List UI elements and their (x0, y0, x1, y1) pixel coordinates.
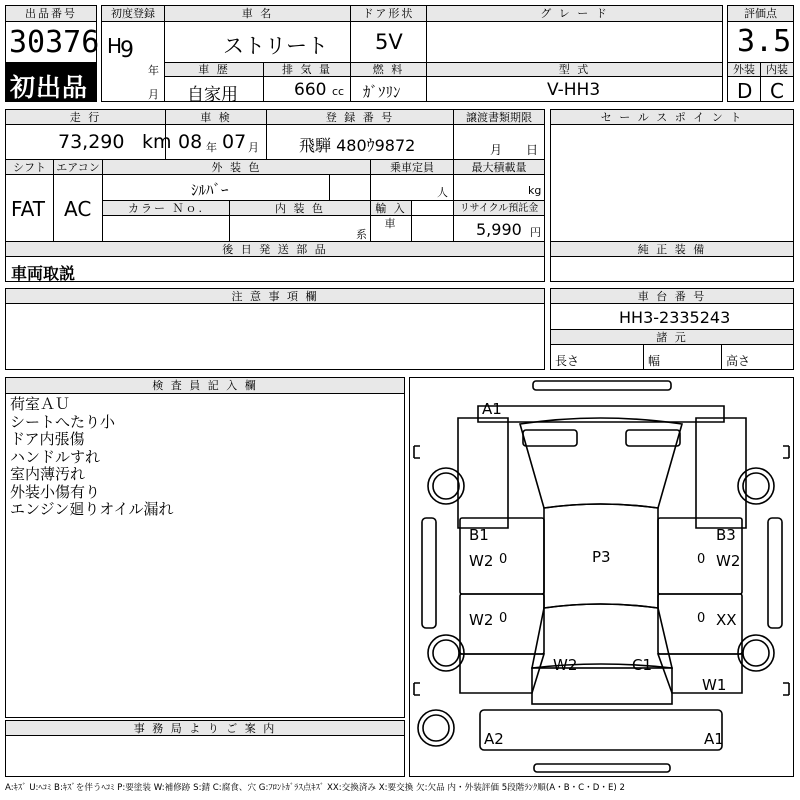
plate-label: 登 録 番 号 (266, 109, 454, 125)
mark-xx: XX (716, 611, 737, 629)
score: 3.5 (737, 24, 792, 59)
interior-grade-label: 内装 (760, 62, 794, 77)
office-label: 事 務 局 よ り ご 案 内 (5, 720, 405, 736)
ext-color-cell (102, 174, 330, 201)
era: H (107, 34, 123, 58)
mark-b1: B1 (469, 526, 489, 544)
mark-b3: B3 (716, 526, 736, 544)
sales-point-cell (550, 124, 794, 242)
genuine-equipment-label: 純 正 装 備 (550, 241, 794, 257)
history-cell (164, 76, 264, 105)
inspector-note: ドア内張傷 (10, 430, 85, 448)
exterior-grade: D (737, 79, 753, 103)
mark-w2-right: W2 (716, 552, 741, 570)
history: 自家用 (187, 85, 238, 105)
damage-diagram (409, 377, 794, 777)
first-listing-badge: 初出品 (5, 62, 97, 102)
damage-marks: A1 B1 W2 0 W2 0 P3 B3 0 W2 0 XX W2 C1 W1 A2 A1 (469, 400, 741, 748)
inspector-notes (5, 393, 405, 718)
chassis-number: HH3-2335243 (619, 308, 731, 327)
ext-color-label: 外 装 色 (102, 159, 371, 175)
exterior-color: ｼﾙﾊﾞｰ (191, 181, 229, 199)
notes-label: 注 意 事 項 欄 (5, 288, 545, 304)
mileage-cell: 73,290 km (5, 124, 166, 160)
inspector-note: 室内薄汚れ (10, 465, 86, 483)
ac-label: エアコン (53, 159, 103, 175)
load-cell: kg (453, 174, 545, 201)
inspection-cell: 08 年 07 月 (165, 124, 267, 160)
mark-w1: W1 (702, 676, 727, 694)
shift-label: シフト (5, 159, 54, 175)
inspector-label: 検 査 員 記 入 欄 (5, 377, 405, 394)
mark-a1-rear: A1 (704, 730, 724, 748)
dims-label: 諸 元 (550, 329, 794, 345)
inspection-label: 車 検 (165, 109, 267, 125)
displacement-label: 排 気 量 (263, 62, 351, 77)
inspector-note: エンジン廻りオイル漏れ (10, 500, 174, 518)
mark-p3: P3 (592, 548, 611, 566)
history-label: 車 歴 (164, 62, 264, 77)
fuel-label: 燃 料 (350, 62, 427, 77)
legend: A:ｷｽﾞ U:ﾍｺﾐ B:ｷｽﾞを伴うﾍｺﾐ P:要塗装 W:補修跡 S:錆 C:腐食、穴 G:ﾌﾛﾝﾄｶﾞﾗｽ点ｷｽﾞ XX:交換済み X:要交換 欠:欠品 内・外装評価 5段階ﾗﾝｸ順(A・B・C・D・E) 2 (5, 783, 625, 793)
model-name-label: 車 名 (164, 5, 351, 22)
mark-c1: C1 (632, 656, 653, 674)
length-cell: 長さ (550, 344, 644, 370)
air-conditioning: AC (64, 197, 92, 221)
plate-number: 飛騨 480ｳ9872 (299, 136, 416, 155)
notes-cell (5, 303, 545, 370)
exterior-grade-label: 外装 (727, 62, 761, 77)
interior-grade: C (770, 79, 784, 103)
lot-number-cell (5, 21, 100, 63)
inspector-note: 外装小傷有り (10, 482, 101, 501)
first-reg-cell: H 9 年 月 (101, 21, 165, 102)
displacement-cell: 660 cc (263, 76, 351, 102)
score-label: 評価点 (727, 5, 794, 22)
model-name-cell (164, 21, 351, 63)
grade-cell (426, 21, 723, 63)
mark-w2-left-rear: W2 (469, 611, 494, 629)
later-parts-label: 後 日 発 送 部 品 (5, 241, 545, 257)
fuel: ｶﾞｿﾘﾝ (363, 83, 401, 101)
inspector-note: ハンドルすれ (10, 447, 101, 466)
later-parts-cell (5, 256, 545, 282)
mark-a1-front: A1 (482, 400, 502, 418)
first-reg-label: 初度登録 (101, 5, 165, 22)
color-no-cell (102, 215, 230, 242)
model-name: ストリート (223, 34, 328, 58)
import-label: 輸 入 車 (370, 200, 412, 216)
type-label: 型 式 (426, 62, 723, 77)
inspector-note: シートへたり小 (10, 412, 116, 431)
chassis-label: 車 台 番 号 (550, 288, 794, 304)
door-cell (350, 21, 427, 63)
office-cell (5, 735, 405, 777)
chassis-cell (550, 303, 794, 330)
lot-number: 30376 (9, 25, 100, 60)
door-type: 5V (375, 30, 403, 54)
later-parts: 車両取説 (11, 264, 76, 283)
grade-label: グ レ ー ド (426, 5, 723, 22)
int-color-label: 内 装 色 (229, 200, 371, 216)
height-cell: 高さ (721, 344, 794, 370)
transfer-deadline-cell: 月 日 (453, 124, 545, 160)
fuel-cell (350, 76, 427, 102)
plate-cell (266, 124, 454, 160)
type-code: V-HH3 (547, 80, 601, 100)
door-label: ドア形状 (350, 5, 427, 22)
mileage-label: 走 行 (5, 109, 166, 125)
recycle-fee: 5,990 (476, 220, 522, 239)
width-cell: 幅 (643, 344, 722, 370)
load-label: 最大積載量 (453, 159, 545, 175)
capacity-label: 乗車定員 (370, 159, 454, 175)
exterior-grade-cell (727, 76, 761, 102)
lot-number-label: 出品番号 (5, 5, 97, 22)
shift-cell (5, 174, 54, 242)
inspector-note: 荷室ＡＵ (10, 395, 71, 413)
sales-point-label: セ ー ル ス ポ イ ン ト (550, 109, 794, 125)
transfer-deadline-label: 譲渡書類期限 (453, 109, 545, 125)
ac-cell (53, 174, 103, 242)
inspection-month: 07 (222, 131, 247, 153)
color-no-label: カラー Ｎｏ. (102, 200, 230, 216)
recycle-label: リサイクル預託金 (453, 200, 545, 216)
displacement: 660 (294, 80, 327, 100)
int-color-cell: 系 (229, 215, 371, 242)
inspection-year: 08 (178, 131, 203, 153)
mark-a2: A2 (484, 730, 504, 748)
recycle-cell: 5,990 円 (453, 215, 545, 242)
type-cell (426, 76, 723, 102)
capacity-cell: 人 (370, 174, 454, 201)
reg-year: 9 (120, 38, 134, 63)
mileage: 73,290 (58, 131, 125, 153)
interior-grade-cell (760, 76, 794, 102)
genuine-equipment-cell (550, 256, 794, 282)
shift: FAT (11, 197, 46, 221)
mark-w2-rear: W2 (553, 656, 578, 674)
mark-w2-left-front: W2 (469, 552, 494, 570)
score-cell (727, 21, 794, 63)
